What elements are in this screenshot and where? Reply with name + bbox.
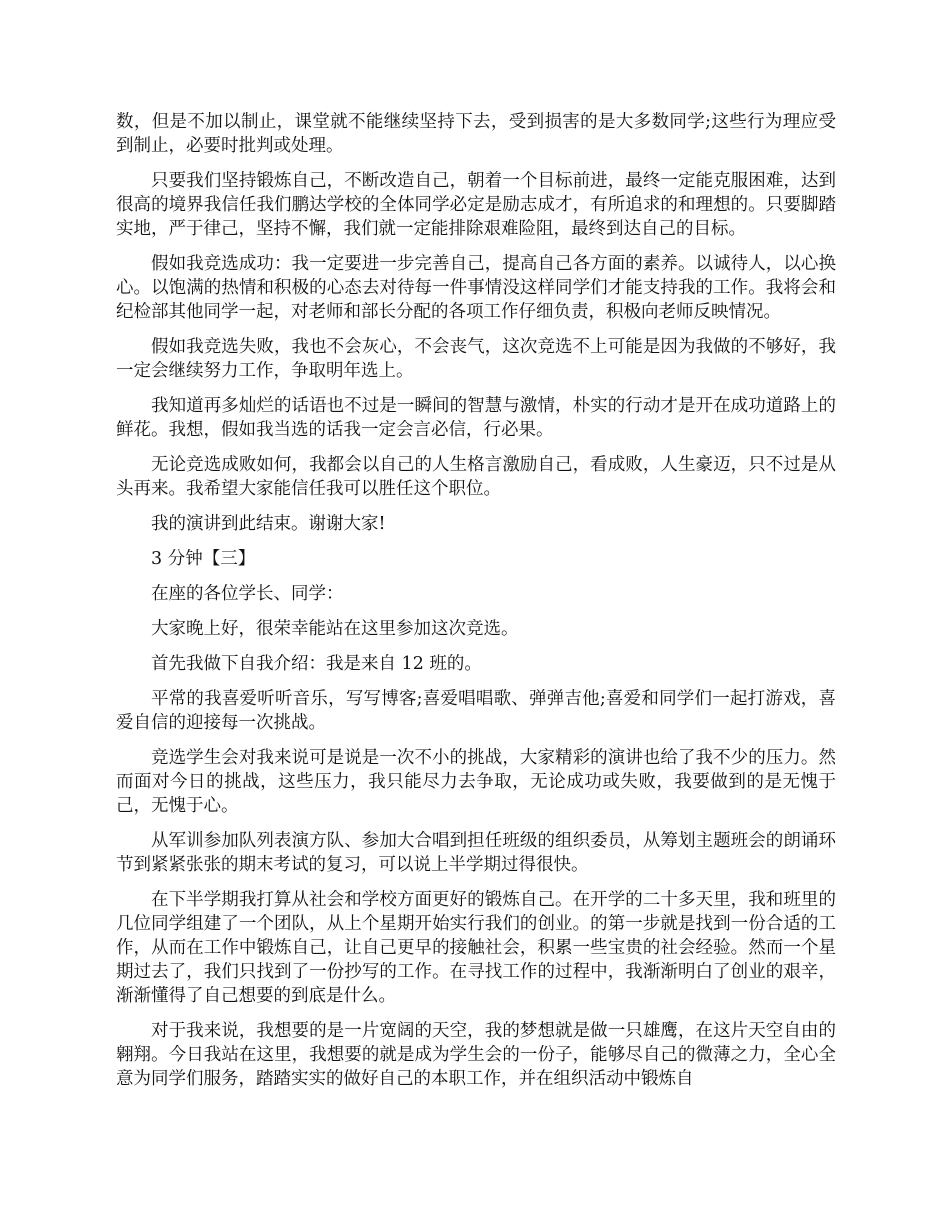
section-heading: 3 分钟【三】 (151, 549, 256, 569)
paragraph-16: 对于我来说，我想要的是一片宽阔的天空，我的梦想就是做一只雄鹰，在这片天空自由的翱翔。今日我站在这里，我想要的就是成为学生会的一份子，能够尽自己的微薄之力，全心全意为同学们服务，踏踏实实的做好自己的本职工作，并在组织活动中锻炼自 (116, 1021, 836, 1089)
paragraph-5: 我知道再多灿烂的话语也不过是一瞬间的智慧与激情，朴实的行动才是开在成功道路上的鲜花。我想，假如我当选的话我一定会言必信，行必果。 (116, 396, 836, 440)
paragraph-10: 大家晚上好，很荣幸能站在这里参加这次竞选。 (151, 619, 519, 639)
paragraph-14: 从军训参加队列表演方队、参加大合唱到担任班级的组织委员，从筹划主题班会的朗诵环节到紧紧张张的期末考试的复习，可以说上半学期过得很快。 (116, 831, 836, 875)
paragraph-9: 在座的各位学长、同学： (151, 584, 344, 604)
paragraph-1: 数，但是不加以制止，课堂就不能继续坚持下去，受到损害的是大多数同学;这些行为理应受到制止，必要时批判或处理。 (116, 112, 836, 156)
paragraph-3: 假如我竞选成功：我一定要进一步完善自己，提高自己各方面的素养。以诚待人，以心换心。以饱满的热情和积极的心态去对待每一件事情没这样同学们才能支持我的工作。我将会和纪检部其他同学一起，对老师和部长分配的各项工作仔细负责，积极向老师反映情况。 (116, 254, 836, 322)
paragraph-12: 平常的我喜爱听听音乐，写写博客;喜爱唱唱歌、弹弹吉他;喜爱和同学们一起打游戏，喜爱自信的迎接每一次挑战。 (116, 689, 836, 733)
paragraph-13: 竞选学生会对我来说可是说是一次不小的挑战，大家精彩的演讲也给了我不少的压力。然而面对今日的挑战，这些压力，我只能尽力去争取，无论成功或失败，我要做到的是无愧于己，无愧于心。 (116, 748, 836, 816)
paragraph-2: 只要我们坚持锻炼自己，不断改造自己，朝着一个目标前进，最终一定能克服困难，达到很高的境界我信任我们鹏达学校的全体同学必定是励志成才，有所追求的和理想的。只要脚踏实地，严于律己，坚持不懈，我们就一定能排除艰难险阻，最终到达自己的目标。 (116, 171, 836, 239)
paragraph-4: 假如我竞选失败，我也不会灰心，不会丧气，这次竞选不上可能是因为我做的不够好，我一定会继续努力工作，争取明年选上。 (116, 337, 836, 381)
paragraph-15: 在下半学期我打算从社会和学校方面更好的锻炼自己。在开学的二十多天里，我和班里的几位同学组建了一个团队，从上个星期开始实行我们的创业。的第一步就是找到一份合适的工作，从而在工作中锻炼自己，让自己更早的接触社会，积累一些宝贵的社会经验。然而一个星期过去了，我们只找到了一份抄写的工作。在寻找工作的过程中，我渐渐明白了创业的艰辛，渐渐懂得了自己想要的到底是什么。 (116, 890, 836, 1006)
paragraph-11: 首先我做下自我介绍：我是来自 12 班的。 (151, 654, 482, 674)
paragraph-6: 无论竞选成败如何，我都会以自己的人生格言激励自己，看成败，人生豪迈，只不过是从头再来。我希望大家能信任我可以胜任这个职位。 (116, 455, 836, 499)
paragraph-7: 我的演讲到此结束。谢谢大家! (151, 514, 386, 534)
document-page (116, 110, 836, 1102)
